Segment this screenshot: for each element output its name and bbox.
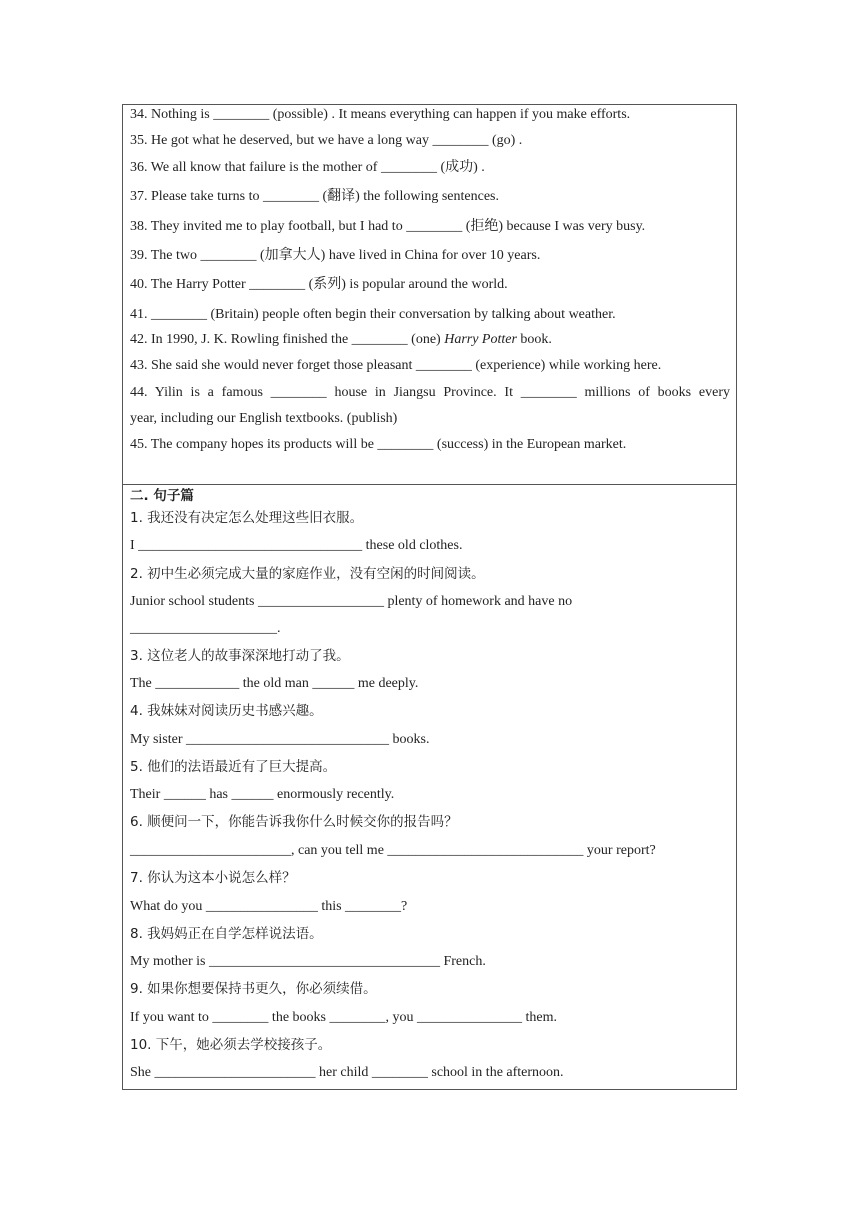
question-34: 34. Nothing is ________ (possible) . It means everything can happen if you make efforts. [130, 107, 631, 122]
question-40: 40. The Harry Potter ________ (系列) is popular around the world. [130, 277, 508, 292]
sentence-5-chinese: 5. 他们的法语最近有了巨大提高。 [130, 759, 337, 775]
question-36: 36. We all know that failure is the mother of ________ (成功) . [130, 160, 485, 175]
question-44-line1: 44. Yilin is a famous ________ house in Jiangsu Province. It ________ millions of books every [130, 385, 730, 400]
sentence-6-chinese: 6. 顺便问一下，你能告诉我你什么时候交你的报告吗？ [130, 814, 458, 830]
question-44-line2: year, including our English textbooks. (publish) [130, 411, 398, 426]
sentence-10-chinese: 10. 下午，她必须去学校接孩子。 [130, 1037, 332, 1053]
section-divider [123, 484, 736, 485]
sentence-1-chinese: 1. 我还没有决定怎么处理这些旧衣服。 [130, 510, 364, 526]
question-38: 38. They invited me to play football, but I had to ________ (拒绝) because I was very busy. [130, 219, 646, 234]
sentence-6-english: _______________________, can you tell me ____________________________ your report? [130, 843, 656, 858]
worksheet-table [122, 104, 737, 1090]
sentence-9-chinese: 9. 如果你想要保持书更久，你必须续借。 [130, 981, 377, 997]
question-35: 35. He got what he deserved, but we have a long way ________ (go) . [130, 133, 523, 148]
question-45: 45. The company hopes its products will be ________ (success) in the European market. [130, 437, 627, 452]
question-42 [130, 332, 552, 348]
sentence-8-english: My mother is _________________________________ French. [130, 954, 486, 969]
question-42-end: book. [516, 332, 552, 347]
sentence-4-english: My sister _____________________________ books. [130, 732, 430, 747]
section-heading: 二. 句子篇 [130, 488, 194, 504]
book-title: Harry Potter [444, 332, 517, 347]
sentence-7-chinese: 7. 你认为这本小说怎么样？ [130, 870, 296, 886]
question-37: 37. Please take turns to ________ (翻译) the following sentences. [130, 189, 499, 204]
sentence-8-chinese: 8. 我妈妈正在自学怎样说法语。 [130, 926, 323, 942]
sentence-3-english: The ____________ the old man ______ me deeply. [130, 676, 419, 691]
question-42-text: 42. In 1990, J. K. Rowling finished the ________ (one) [130, 332, 445, 347]
sentence-2-english-cont: _____________________. [130, 621, 281, 636]
question-41: 41. ________ (Britain) people often begin their conversation by talking about weather. [130, 307, 616, 322]
question-43: 43. She said she would never forget those pleasant ________ (experience) while working here. [130, 358, 662, 373]
sentence-1-english: I ________________________________ these old clothes. [130, 538, 463, 553]
sentence-2-english: Junior school students __________________ plenty of homework and have no [130, 594, 573, 609]
sentence-4-chinese: 4. 我妹妹对阅读历史书感兴趣。 [130, 703, 323, 719]
sentence-10-english: She _______________________ her child ________ school in the afternoon. [130, 1065, 564, 1080]
question-39: 39. The two ________ (加拿大人) have lived in China for over 10 years. [130, 248, 541, 263]
sentence-7-english: What do you ________________ this ________? [130, 899, 408, 914]
sentence-2-chinese: 2. 初中生必须完成大量的家庭作业，没有空闲的时间阅读。 [130, 566, 485, 582]
sentence-3-chinese: 3. 这位老人的故事深深地打动了我。 [130, 648, 350, 664]
sentence-9-english: If you want to ________ the books ________, you _______________ them. [130, 1010, 557, 1025]
sentence-5-english: Their ______ has ______ enormously recently. [130, 787, 395, 802]
